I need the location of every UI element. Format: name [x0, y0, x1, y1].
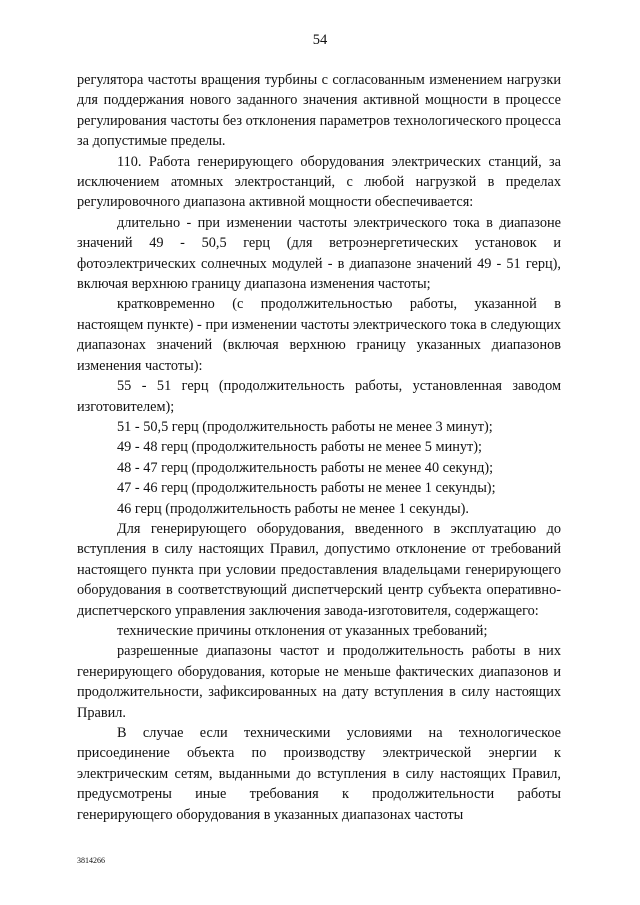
paragraph: длительно - при изменении частоты электрического тока в диапазоне значений 49 - 50,5 герц (для ветроэнергетических установок и фотоэлектрических солнечных модулей - в диапазоне значений 49 - 51 герц), включая верхнюю границу диапазона изменения частоты; — [77, 214, 561, 293]
list-item: 48 - 47 герц (продолжительность работы не менее 40 секунд); — [117, 459, 494, 476]
list-item: 51 - 50,5 герц (продолжительность работы не менее 3 минут); — [117, 418, 493, 435]
paragraph: В случае если техническими условиями на технологическое присоединение объекта по производству электрической энергии к электрическим сетям, выданными до вступления в силу настоящих Правил, предусмотрены иные требования к продолжительности работы генерирующего оборудования в указанных диапазонах частоты — [77, 725, 561, 823]
list-item: 47 - 46 герц (продолжительность работы не менее 1 секунды); — [117, 480, 496, 497]
page-number: 54 — [312, 32, 328, 48]
document-id: 3814266 — [77, 856, 105, 865]
document-body — [77, 70, 561, 825]
list-item: технические причины отклонения от указанных требований; — [117, 622, 488, 639]
paragraph: кратковременно (с продолжительностью работы, указанной в настоящем пункте) - при изменении частоты электрического тока в следующих диапазонах значений (включая верхнюю границу указанных диапазонов изменения частоты): — [77, 296, 561, 374]
list-item: 49 - 48 герц (продолжительность работы не менее 5 минут); — [117, 439, 482, 456]
paragraph: Для генерирующего оборудования, введенного в эксплуатацию до вступления в силу настоящих Правил, допустимо отклонение от требований настоящего пункта при условии предоставления владельцами генерирующего оборудования в соответствующий диспетчерский центр субъекта оперативно-диспетчерского управления заключения завода-изготовителя, содержащего: — [77, 520, 561, 619]
paragraph: регулятора частоты вращения турбины с согласованным изменением нагрузки для поддержания нового заданного значения активной мощности в процессе регулирования частоты без отклонения параметров технологического процесса за допустимые пределы. — [77, 72, 561, 150]
paragraph: 110. Работа генерирующего оборудования электрических станций, за исключением атомных электростанций, с любой нагрузкой в пределах регулировочного диапазона активной мощности обеспечивается: — [77, 153, 561, 211]
paragraph: 55 - 51 герц (продолжительность работы, установленная заводом изготовителем); — [77, 378, 561, 415]
list-item: разрешенные диапазоны частот и продолжительность работы в них генерирующего оборудования, которые не меньше фактических диапазонов и продолжительности, зафиксированных на дату вступления в силу настоящих Правил. — [77, 643, 561, 721]
list-item: 46 герц (продолжительность работы не менее 1 секунды). — [117, 500, 469, 517]
